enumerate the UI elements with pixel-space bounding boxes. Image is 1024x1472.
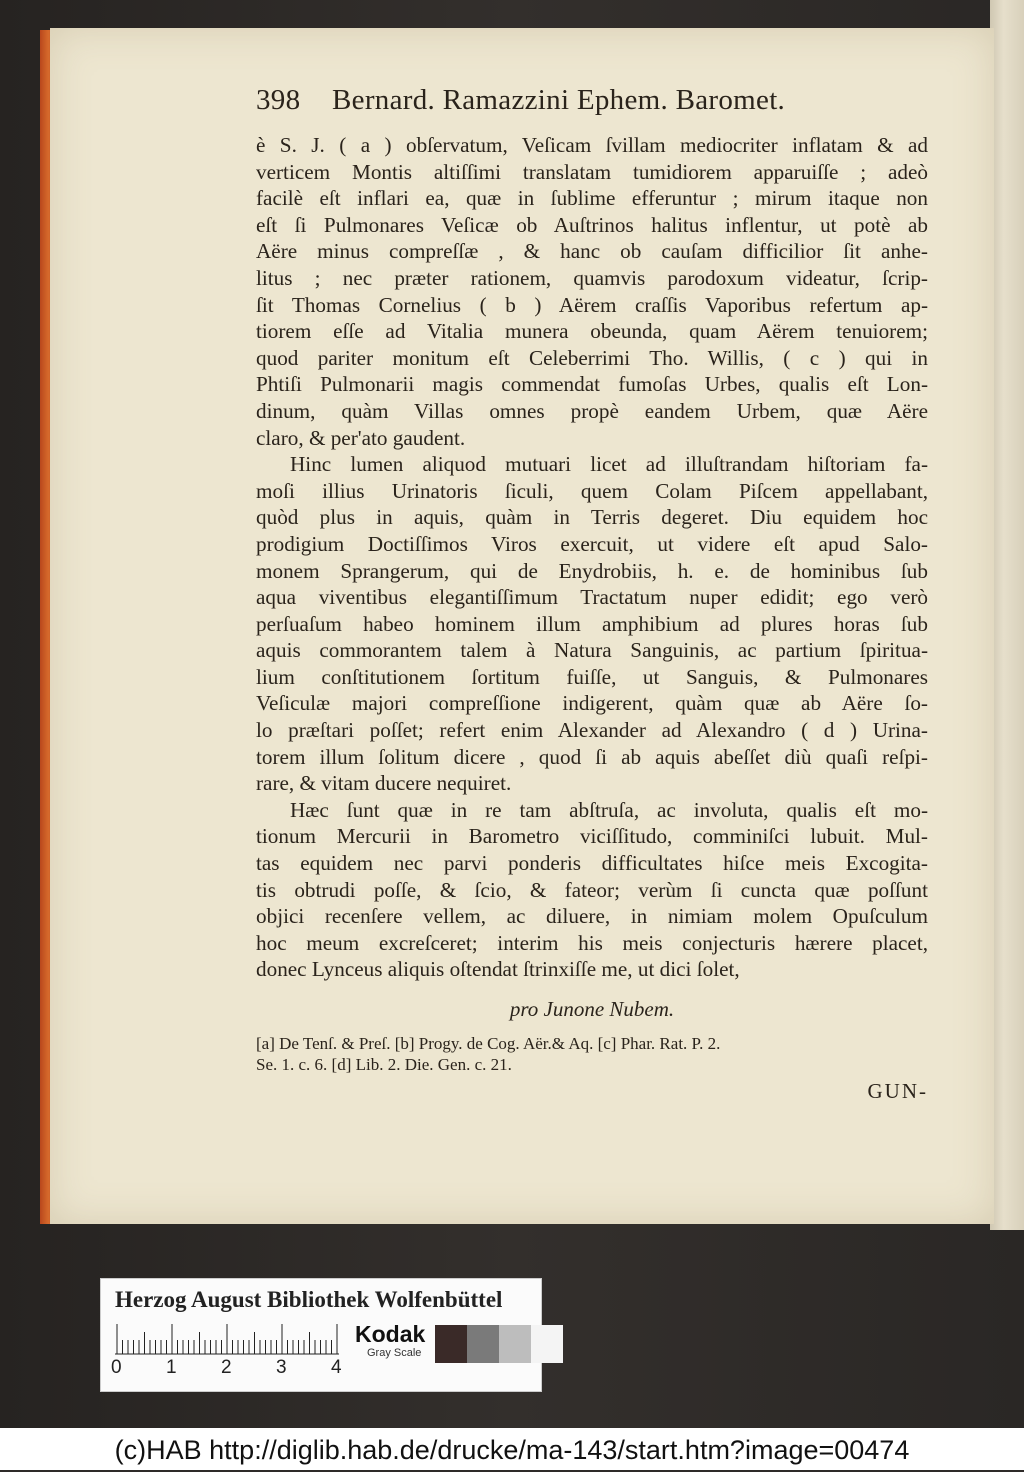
text-line: lo præſtari poſſet; refert enim Alexander ad Alexandro ( d ) Urina- (256, 718, 928, 743)
ruler-numbers (111, 1357, 351, 1381)
gray-swatch (499, 1325, 531, 1363)
text-line: quòd plus in aquis, quàm in Terris degeret. Diu equidem hoc (256, 505, 928, 530)
text-line: perſuaſum habeo hominem illum amphibium ad plures horas ſub (256, 611, 928, 636)
text-line: tas equidem nec parvi ponderis difficultates hiſce meis Excogita- (256, 851, 928, 876)
adjacent-page-edge (990, 0, 1024, 1230)
running-title: Bernard. Ramazzini Ephem. Baromet. (332, 84, 786, 116)
ruler-number: 0 (111, 1357, 122, 1378)
ruler-number: 3 (276, 1357, 287, 1378)
footnotes (256, 1033, 928, 1075)
text-line: Aëre minus compreſſæ , & hanc ob cauſam difficilior ſit anhe- (256, 239, 928, 264)
paragraph (256, 797, 928, 983)
text-line: aquis commorantem talem à Natura Sanguinis, ac partium ſpiritua- (256, 638, 928, 663)
text-line: dinum, quàm Villas omnes propè eandem Urbem, quæ Aëre (256, 398, 928, 423)
text-line: facilè eſt inflari ea, quæ in ſublime efferuntur ; mirum itaque non (256, 186, 928, 211)
text-line: monem Sprangerum, qui de Enydrobiis, h. e. de hominibus ſub (256, 558, 928, 583)
paragraph (256, 451, 928, 797)
text-line: moſi illius Urinatoris ſiculi, quem Colam Piſcem appellabant, (256, 478, 928, 503)
text-line: donec Lynceus aliquis oſtendat ſtrinxiſſe me, ut dici ſolet, (256, 957, 740, 982)
page-number: 398 (256, 84, 301, 116)
text-line: tis obtrudi poſſe, & ſcio, & fateor; verùm ſi cuncta quæ poſſunt (256, 877, 928, 902)
body-text (256, 132, 928, 983)
text-line: è S. J. ( a ) obſervatum, Veſicam ſvillam mediocriter inflatam & ad (256, 133, 928, 157)
text-line: quod pariter monitum eſt Celeberrimi Tho. Willis, ( c ) qui in (256, 345, 928, 370)
kodak-logo: Kodak (355, 1321, 426, 1347)
text-line: Veſiculæ majori compreſſione indigerent, quàm quæ ab Aëre ſo- (256, 691, 928, 716)
gray-swatches (435, 1325, 563, 1363)
ruler-number: 1 (166, 1357, 177, 1378)
text-line: Hinc lumen aliquod mutuari licet ad illuſtrandam hiſtoriam fa- (290, 452, 928, 477)
text-line: tionum Mercurii in Barometro viciſſitudo, comminiſci lubuit. Mul- (256, 824, 928, 849)
text-line: eſt ſi Pulmonares Veſicæ ob Auſtrinos halitus inflentur, ut potè ab (256, 212, 928, 237)
text-line: tiorem eſſe ad Vitalia munera obeunda, quam Aërem tenuiorem; (256, 319, 928, 344)
text-line: torem illum ſolitum dicere , quod ſi ab aquis abeſſet diù quaſi reſpi- (256, 744, 928, 769)
gray-swatch (531, 1325, 563, 1363)
text-line: rare, & vitam ducere nequiret. (256, 771, 512, 796)
text-line: aqua viventibus elegantiſſimum Tractatum nuper edidit; ego verò (256, 585, 928, 610)
closing-phrase: pro Junone Nubem. (509, 997, 675, 1021)
text-line: prodigium Doctiſſimos Viros exercuit, ut videre eſt apud Salo- (256, 531, 928, 556)
text-line: hoc meum excreſceret; interim his meis conjecturis hærere placet, (256, 930, 928, 955)
gray-scale-label: Gray Scale (367, 1347, 422, 1359)
text-line: objici recenſere vellem, ac diluere, in nimiam molem Opuſculum (256, 904, 928, 929)
ruler-number: 4 (331, 1357, 342, 1378)
ruler-scale (115, 1323, 339, 1355)
paragraph (256, 132, 928, 451)
text-line: Phtiſi Pulmonarii magis commendat fumoſas Urbes, qualis eſt Lon- (256, 372, 928, 397)
text-line: litus ; nec præter rationem, quamvis parodoxum videatur, ſcrip- (256, 265, 928, 290)
library-color-card (100, 1278, 542, 1392)
gray-swatch (467, 1325, 499, 1363)
text-line: verticem Montis altiſſimi translatam tumidiorem apparuiſſe ; adeò (256, 159, 928, 184)
text-line: ſit Thomas Cornelius ( b ) Aërem craſſis Vaporibus refertum ap- (256, 292, 928, 317)
footnote-line: Se. 1. c. 6. [d] Lib. 2. Die. Gen. c. 21. (256, 1055, 512, 1074)
text-line: claro, & per'ato gaudent. (256, 425, 466, 450)
footnote-line: [a] De Tenſ. & Preſ. [b] Progy. de Cog. Aër.& Aq. [c] Phar. Rat. P. 2. (256, 1034, 721, 1053)
catchword: GUN- (867, 1079, 928, 1103)
running-header (256, 84, 928, 132)
gray-swatch (435, 1325, 467, 1363)
copyright-footer: (c)HAB http://diglib.hab.de/drucke/ma-143/start.htm?image=00474 (0, 1428, 1024, 1470)
text-line: lium conſtitutionem ſortitum fuiſſe, ut Sanguis, & Pulmonares (256, 664, 928, 689)
library-name: Herzog August Bibliothek Wolfenbüttel (115, 1287, 503, 1312)
ruler-number: 2 (221, 1357, 232, 1378)
text-block (256, 84, 928, 1104)
text-line: Hæc ſunt quæ in re tam abſtruſa, ac involuta, qualis eſt mo- (290, 797, 928, 822)
